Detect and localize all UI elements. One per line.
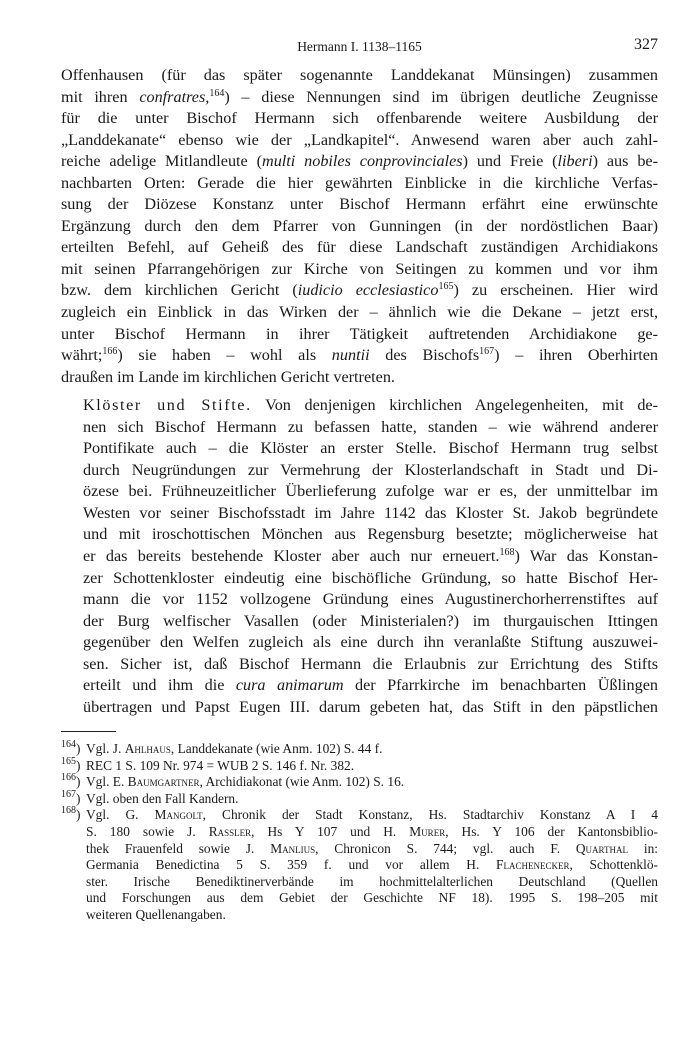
text-line: [61, 194, 658, 216]
text-line: [61, 302, 658, 324]
text-line: [61, 108, 658, 130]
footnote-text: Vgl. J. Ahlhaus, Landdekanate (wie Anm. 102) S. 44 f.: [86, 741, 383, 756]
text: ) zu erscheinen. Hier wird: [453, 281, 658, 300]
text: sung der Diözese Konstanz unter Bischof Hermann erfährt eine erwünschte: [61, 195, 658, 214]
text: ) – diese Nennungen sind im übrigen deutliche Zeugnisse: [224, 87, 658, 106]
text-line: [61, 675, 658, 697]
latin-term: iudicio ecclesiastico: [297, 281, 439, 300]
text: zer Schottenkloster eindeutig eine bischöfliche Gründung, so hatte Bischof Her-: [83, 568, 658, 587]
text-line: [61, 568, 658, 590]
footnote-text: Vgl. oben den Fall Kandern.: [86, 790, 239, 806]
text: er das bereits bestehende Kloster aber auch nur erneuert.: [83, 547, 500, 566]
text-line: [61, 546, 658, 568]
text: draußen im Lande im kirchlichen Gericht vertreten.: [61, 367, 395, 386]
text-line: [61, 589, 658, 611]
text: erteilt und ihm die: [83, 676, 236, 695]
footnotes: [61, 741, 658, 924]
text-line: [61, 481, 658, 503]
text-line: [61, 460, 658, 482]
text: der Burg welfischer Vasallen (oder Ministerialen?) im thurgauischen Ittingen: [83, 611, 658, 630]
footnote-164: [61, 741, 658, 758]
footnote-text: Vgl. E. Baumgartner, Archidiakonat (wie Anm. 102) S. 16.: [86, 774, 405, 790]
text-line: [61, 65, 658, 87]
footnote-text: REC 1 S. 109 Nr. 974 = WUB 2 S. 146 f. Nr. 382.: [86, 757, 355, 773]
text: durch Neugründungen zur Vermehrung der Klosterlandschaft in Stadt und Di-: [83, 460, 658, 479]
section-heading: Klöster und Stifte.: [83, 396, 252, 415]
latin-term: confratres,: [139, 87, 210, 106]
latin-term: liberi: [557, 152, 593, 171]
text: währt;: [61, 346, 103, 365]
text: bzw. dem kirchlichen Gericht (: [61, 281, 298, 300]
text: ) aus be-: [592, 152, 658, 171]
footnote-166: [61, 774, 658, 791]
page-header: [61, 36, 658, 58]
footnote-ref[interactable]: 164: [209, 87, 225, 99]
text-line: [61, 611, 658, 633]
text-line: [61, 259, 658, 281]
text-line: [61, 438, 658, 460]
page-number: 327: [634, 36, 658, 53]
footnote-165: [61, 755, 658, 775]
latin-term: cura animarum: [235, 676, 344, 695]
text: „Landdekanate“ ebenso wie der „Landkapitel“. Anwesend waren aber auch zahl-: [61, 130, 658, 149]
text-line: [61, 417, 658, 439]
footnote-number: $^{168}$): [61, 805, 81, 823]
text-line: [61, 697, 658, 719]
text: nen sich Bischof Hermann zu befassen hatte, standen – wie während anderer: [83, 417, 658, 436]
text: ) War das Konstan-: [514, 547, 658, 566]
text: übertragen und Papst Eugen III. darum gebeten hat, das Stift in den päpstlichen: [83, 697, 658, 716]
text-line: [61, 654, 658, 676]
footnote-text: Vgl. G. Mangolt, Chronik der Stadt Konstanz, Hs. Stadtarchiv Konstanz A I 4 S. 180 sowie J. Rassler, Hs Y 107 und H. Murer, Hs. Y 106 der Kantonsbiblio- thek Frauenfeld sowie J. Manlius, Chronicon S. 744; vgl. auch F. Quarthal in: Germania Benedictina 5 S. 359 f. und vor allem H. Flachenecker, Schottenklö- ster. Irische Benediktinerverbände im hochmittelalterlichen Deutschland (Quellen und Forschungen aus dem Gebiet der Geschichte NF 18). 1995 S. 198–205 mit weiteren Quellenangaben.: [86, 807, 659, 922]
footnote-number: $^{164}$): [61, 739, 81, 756]
footnote-ref[interactable]: 167: [479, 346, 495, 358]
text: mann die vor 1152 vollzogene Gründung eines Augustinerchorherrenstiftes auf: [83, 590, 658, 609]
text: der Pfarrkirche im benachbarten Üßlingen: [343, 676, 658, 695]
footnote-ref[interactable]: 168: [499, 547, 515, 559]
text-line: [61, 151, 658, 173]
paragraph-2: [61, 395, 658, 718]
text: Pontifikate auch – die Klöster an erster Stelle. Bischof Hermann trug selbst: [83, 439, 658, 458]
text-line: [61, 367, 658, 389]
footnote-number: $^{166}$): [61, 772, 81, 790]
text: ) und Freie (: [462, 152, 558, 171]
text-line: [61, 280, 658, 302]
footnote-rule: [61, 731, 116, 732]
text: ) sie haben – wohl als: [117, 346, 332, 365]
text-line: [61, 324, 658, 346]
text: ) – ihren Oberhirten: [494, 346, 658, 365]
text: özese bei. Frühneuzeitlicher Überlieferung zufolge war er es, der unmittelbar im: [83, 482, 658, 501]
text-line: [61, 173, 658, 195]
body-text: [61, 65, 658, 718]
latin-term: nuntii: [331, 346, 370, 365]
text-line: [61, 395, 658, 417]
footnote-number: $^{167}$): [61, 788, 81, 806]
text: nachbarten Orten: Gerade die hier gewährten Einblicke in die kirchliche Verfas-: [61, 173, 658, 192]
text: sen. Sicher ist, daß Bischof Hermann die Erlaubnis zur Errichtung des Stifts: [83, 654, 658, 673]
text: für die unter Bischof Hermann sich offenbarende weitere Ausbildung der: [61, 109, 658, 128]
footnote-number: $^{165}$): [61, 755, 81, 773]
footnote-167: [61, 788, 658, 808]
text-line: [61, 524, 658, 546]
text: mit ihren: [61, 87, 140, 106]
text-line: [61, 237, 658, 259]
text-line: [61, 503, 658, 525]
text-line: [61, 130, 658, 152]
text-line: [61, 632, 658, 654]
footnote-ref[interactable]: 165: [438, 281, 454, 293]
latin-term: multi nobiles conprovinciales: [262, 152, 463, 171]
text: zugleich ein Einblick in das Wirken der – ähnlich wie die Dekane – jetzt erst,: [61, 303, 658, 322]
footnote-168: [61, 807, 658, 923]
paragraph-1: [61, 65, 658, 388]
text: Ergänzung durch den dem Pfarrer von Gunningen (in der nordöstlichen Baar): [61, 216, 658, 235]
running-head: Hermann I. 1138–1165: [297, 39, 422, 54]
text-line: [61, 216, 658, 238]
text: mit seinen Pfarrangehörigen zur Kirche von Seitingen zu kommen und vor ihm: [61, 259, 658, 278]
text: Offenhausen (für das später sogenannte Landdekanat Münsingen) zusammen: [61, 66, 658, 84]
text: unter Bischof Hermann in ihrer Tätigkeit auftretenden Archidiakone ge-: [61, 324, 658, 343]
text: Von denjenigen kirchlichen Angelegenheiten, mit de-: [251, 396, 659, 415]
text-line: [61, 87, 658, 109]
text: gegenüber den Welfen zugleich als eine durch ihn veranlaßte Stiftung auszuwei-: [83, 633, 658, 652]
text: reiche adelige Mitlandleute (: [61, 152, 262, 171]
text: erteilten Befehl, auf Geheiß des für diese Landschaft zuständigen Archidiakons: [61, 238, 658, 257]
footnote-ref[interactable]: 166: [102, 346, 118, 358]
text: des Bischofs: [369, 346, 480, 365]
text: und mit iroschottischen Mönchen aus Regensburg besetzte; möglicherweise hat: [83, 525, 658, 544]
text-line: [61, 345, 658, 367]
text: Westen vor seiner Bischofsstadt im Jahre 1142 das Kloster St. Jakob begründete: [83, 503, 658, 522]
